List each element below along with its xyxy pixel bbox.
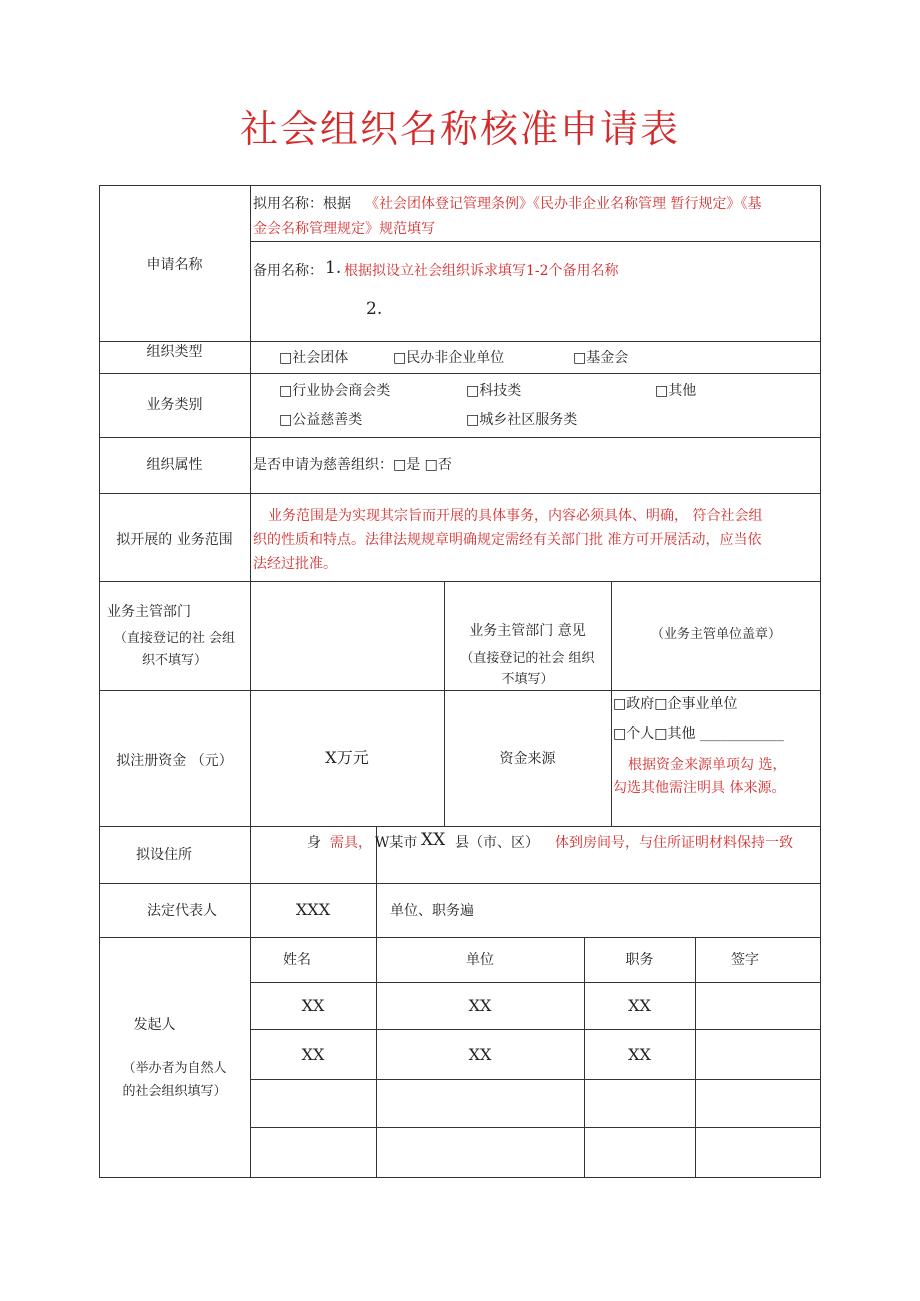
initiators-header-signature: 签字: [731, 952, 759, 968]
col-divider: [611, 581, 612, 826]
org-type-option[interactable]: □社会团体: [279, 350, 349, 366]
capital-source-label: 资金来源: [499, 751, 556, 767]
supervisor-opinion-note: （直接登记的社会 组织: [460, 651, 595, 666]
name-label: 申请名称: [146, 257, 203, 273]
row-divider: [250, 241, 821, 242]
row-divider: [99, 690, 821, 691]
legal-rep-unit: 单位、职务遍: [390, 903, 474, 919]
supervisor-opinion-note: 不填写）: [501, 672, 554, 687]
business-category-option[interactable]: □其他: [655, 383, 697, 399]
backup-name-num-2: 2.: [366, 299, 383, 319]
proposed-name-prefix: 拟用名称：根据: [253, 196, 351, 212]
row-divider: [250, 1079, 821, 1080]
residence-label: 拟设住所: [136, 847, 192, 863]
initiators-header-name: 姓名: [283, 952, 311, 968]
initiator-position-cell[interactable]: XX: [628, 1045, 651, 1064]
org-attribute-label: 组织属性: [146, 457, 203, 473]
business-scope-text: 法经过批准。: [253, 556, 337, 572]
business-category-option[interactable]: □科技类: [466, 383, 522, 399]
backup-name-prefix: 备用名称：: [253, 263, 323, 279]
supervisor-label-note: 织不填写）: [141, 653, 207, 668]
residence-text: 身: [307, 835, 321, 851]
col-divider: [695, 937, 696, 1178]
legal-rep-label: 法定代表人: [147, 903, 217, 919]
org-type-label: 组织类型: [146, 344, 203, 360]
supervisor-seal: （业务主管单位盖章）: [650, 627, 781, 642]
residence-text: 需具，: [330, 835, 372, 851]
initiators-note: 的社会组织填写）: [122, 1084, 227, 1099]
initiator-unit-cell[interactable]: XX: [468, 996, 492, 1015]
capital-amount[interactable]: X万元: [325, 748, 369, 767]
residence-text: 体到房间号，与住所证明材料保持一致: [555, 835, 793, 851]
org-type-option[interactable]: □民办非企业单位: [393, 350, 505, 366]
initiators-header-position: 职务: [625, 952, 654, 968]
page-title: 社会组织名称核准申请表: [239, 107, 680, 151]
backup-name-num-1: 1.: [325, 258, 342, 278]
initiators-label: 发起人: [133, 1017, 176, 1033]
capital-source-note: 勾选其他需注明具 体来源。: [613, 780, 786, 796]
backup-name-note: 根据拟设立社会组织诉求填写1-2个备用名称: [344, 263, 619, 279]
initiator-position-cell[interactable]: XX: [628, 996, 651, 1015]
business-category-option[interactable]: □公益慈善类: [279, 412, 363, 428]
capital-source-options[interactable]: □政府□企事业单位: [613, 696, 738, 712]
capital-source-note: 根据资金来源单项勾 选，: [628, 757, 787, 773]
initiators-note: （举办者为自然人: [122, 1061, 227, 1076]
supervisor-opinion-label: 业务主管部门 意见: [469, 623, 586, 639]
capital-label: 拟注册资金 （元）: [116, 753, 233, 769]
business-category-option[interactable]: □行业协会商会类: [279, 383, 391, 399]
row-divider: [99, 437, 821, 438]
initiator-unit-cell[interactable]: XX: [468, 1045, 492, 1064]
proposed-name-note-1: 《社会团体登记管理条例》《民办非企业名称管理 暂行规定》《基: [365, 196, 762, 212]
business-scope-text: 织的性质和特点。法律法规规章明确规定需经有关部门批 准方可开展活动，应当依: [253, 532, 762, 548]
business-scope-text: 业务范围是为实现其宗旨而开展的具体事务，内容必须具体、明确， 符合社会组: [268, 508, 763, 524]
charity-question[interactable]: 是否申请为慈善组织：□是 □否: [253, 457, 452, 473]
residence-text: W某市: [375, 835, 418, 851]
row-divider: [250, 1127, 821, 1128]
row-divider: [99, 883, 821, 884]
row-divider: [250, 1029, 821, 1030]
row-divider: [250, 982, 821, 983]
proposed-name-note-2: 金会名称管理规定》规范填写: [253, 221, 435, 237]
row-divider: [99, 493, 821, 494]
org-type-option[interactable]: □基金会: [573, 350, 629, 366]
row-divider: [99, 937, 821, 938]
business-scope-label: 拟开展的 业务范围: [116, 532, 233, 548]
initiator-name-cell[interactable]: XX: [301, 1045, 325, 1064]
row-divider: [99, 581, 821, 582]
business-category-label: 业务类别: [146, 397, 203, 413]
residence-text: XX: [421, 830, 446, 850]
capital-source-options[interactable]: □个人□其他 ____________: [613, 726, 784, 742]
initiator-name-cell[interactable]: XX: [301, 996, 325, 1015]
row-divider: [99, 826, 821, 827]
business-category-option[interactable]: □城乡社区服务类: [466, 412, 578, 428]
residence-text: 县（市、区）: [455, 835, 539, 851]
row-divider: [99, 373, 821, 374]
col-divider: [250, 185, 251, 1178]
legal-rep-name[interactable]: XXX: [295, 900, 331, 919]
supervisor-label: 业务主管部门: [107, 604, 191, 620]
initiators-header-unit: 单位: [466, 952, 494, 968]
row-divider: [99, 341, 821, 342]
col-divider: [444, 581, 445, 826]
supervisor-label-note: （直接登记的社 会组: [113, 631, 236, 646]
